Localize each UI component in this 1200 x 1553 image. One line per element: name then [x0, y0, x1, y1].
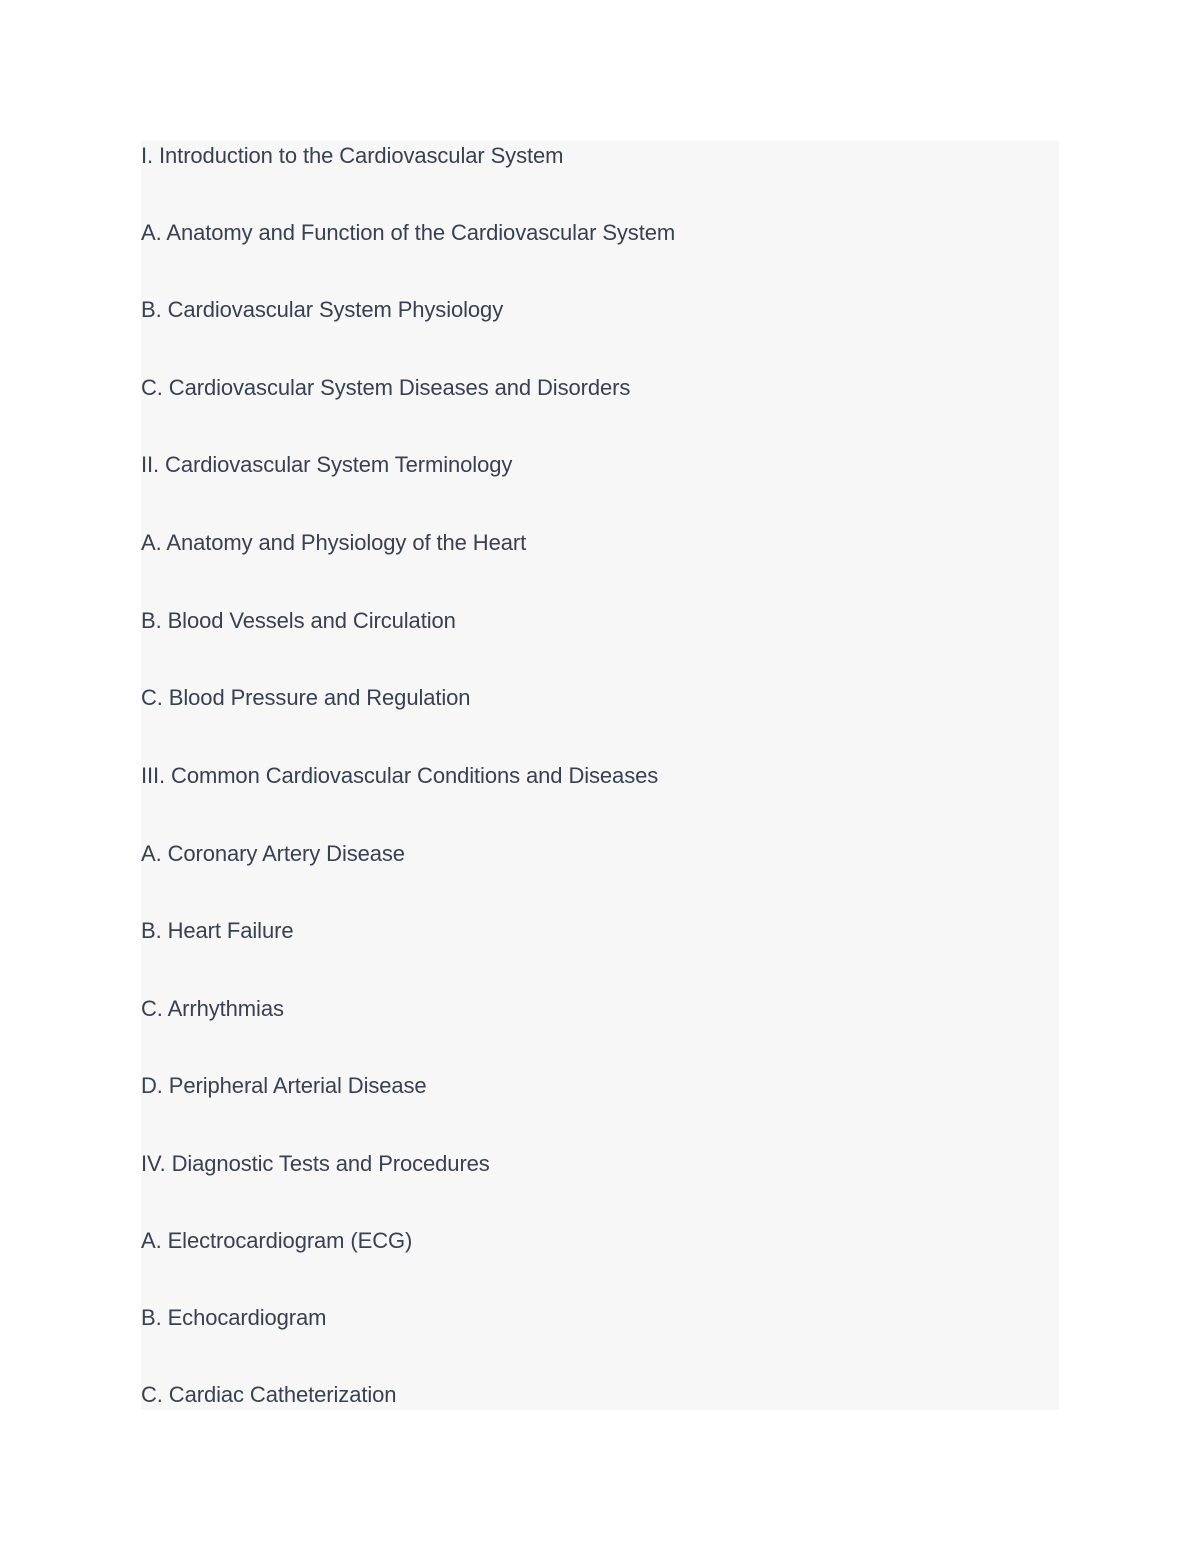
outline-subitem-2c: C. Blood Pressure and Regulation [141, 685, 471, 710]
outline-subitem-1c: C. Cardiovascular System Diseases and Disorders [141, 375, 631, 400]
outline-subitem-4c: C. Cardiac Catheterization [141, 1382, 397, 1407]
outline-heading-1: I. Introduction to the Cardiovascular System [141, 143, 564, 168]
outline-subitem-4b: B. Echocardiogram [141, 1305, 327, 1330]
outline-heading-2: II. Cardiovascular System Terminology [141, 452, 513, 477]
outline-heading-4: IV. Diagnostic Tests and Procedures [141, 1151, 490, 1176]
outline-subitem-1b: B. Cardiovascular System Physiology [141, 297, 504, 322]
outline-subitem-1a: A. Anatomy and Function of the Cardiovascular System [141, 220, 676, 245]
outline-subitem-3d: D. Peripheral Arterial Disease [141, 1073, 427, 1098]
outline-subitem-2a: A. Anatomy and Physiology of the Heart [141, 530, 527, 555]
outline-subitem-2b: B. Blood Vessels and Circulation [141, 608, 456, 633]
outline-subitem-4a: A. Electrocardiogram (ECG) [141, 1228, 413, 1253]
outline-subitem-3a: A. Coronary Artery Disease [141, 841, 405, 866]
outline-block [141, 141, 1059, 1410]
outline-subitem-3c: C. Arrhythmias [141, 996, 284, 1021]
outline-heading-3: III. Common Cardiovascular Conditions and Diseases [141, 763, 659, 788]
outline-subitem-3b: B. Heart Failure [141, 918, 294, 943]
